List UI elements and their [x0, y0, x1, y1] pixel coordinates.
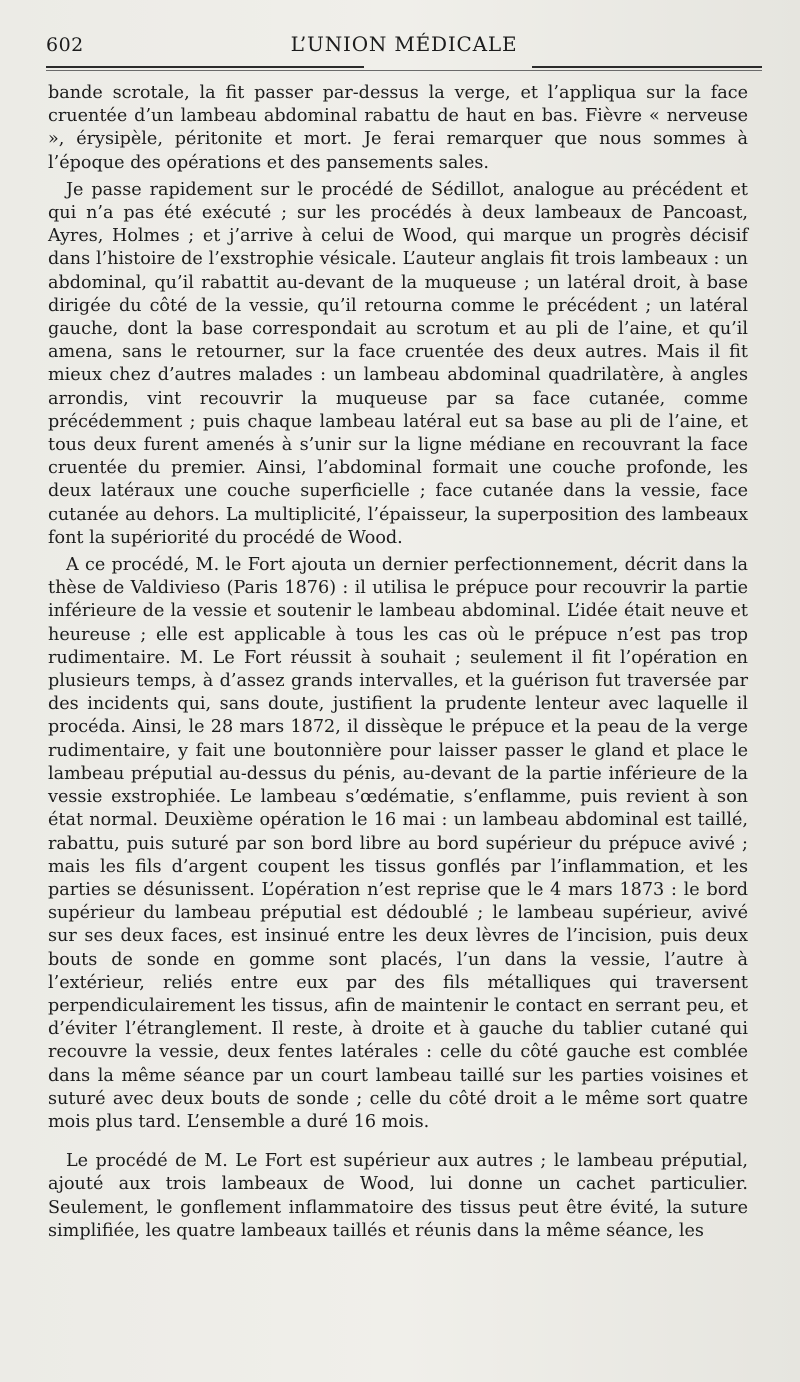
paragraph-wood-procedure: Je passe rapidement sur le procédé de Sédillot, analogue au précédent et qui n’a pas été exécuté ; sur les procédés à deux lambeaux de Pancoast, Ayres, Holmes ; et j’arrive à celui de Wood, qui marque un progrès décisif dans l’histoire de l’exstrophie vésicale. L’auteur anglais fit trois lambeaux : un abdominal, qu’il rabattit au-devant de la muqueuse ; un latéral droit, à base dirigée du côté de la vessie, qu’il retourna comme le précédent ; un latéral gauche, dont la base correspondait au scrotum et au pli de l’aine, et qu’il amena, sans le retourner, sur la face cruentée des deux autres. Mais il fit mieux chez d’autres malades : un lambeau abdominal quadrilatère, à angles arrondis, vint recouvrir la muqueuse par sa face cutanée, comme précédemment ; puis chaque lambeau latéral eut sa base au pli de l’aine, et tous deux furent amenés à s’unir sur la ligne médiane en recouvrant la face cruentée du premier. Ainsi, l’abdominal formait une couche profonde, les deux latéraux une couche superficielle ; face cutanée dans la vessie, face cutanée au dehors. La multiplicité, l’épaisseur, la superposition des lambeaux font la supériorité du procédé de Wood. — [48, 179, 748, 548]
page-header — [46, 30, 762, 62]
page-number: 602 — [46, 34, 84, 56]
paragraph-continuation: bande scrotale, la fit passer par-dessus la verge, et l’appliqua sur la face cruentée d’un lambeau abdominal rabattu de haut en bas. Fièvre « nerveuse », érysipèle, péritonite et mort. Je ferai remarquer que nous sommes à l’époque des opérations et des pansements sales. — [48, 83, 748, 173]
header-rule-right — [532, 66, 762, 68]
article-body — [48, 82, 748, 1243]
paragraph-le-fort-procedure: A ce procédé, M. le Fort ajouta un dernier perfectionnement, décrit dans la thèse de Valdivieso (Paris 1876) : il utilisa le prépuce pour recouvrir la partie inférieure de la vessie et soutenir le lambeau abdominal. L’idée était neuve et heureuse ; elle est applicable à tous les cas où le prépuce n’est pas trop rudimentaire. M. Le Fort réussit à souhait ; seulement il fit l’opération en plusieurs temps, à d’assez grands intervalles, et la guérison fut traversée par des incidents qui, sans doute, justifient la prudente lenteur avec laquelle il procéda. Ainsi, le 28 mars 1872, il dissèque le prépuce et la peau de la verge rudimentaire, y fait une boutonnière pour laisser passer le gland et place le lambeau préputial au-dessus du pénis, au-devant de la partie inférieure de la vessie exstrophiée. Le lambeau s’œdématie, s’enflamme, puis revient à son état normal. Deuxième opération le 16 mai : un lambeau abdominal est taillé, rabattu, puis suturé par son bord libre au bord supérieur du prépuce avivé ; mais les fils d’argent coupent les tissus gonflés par l’inflammation, et les parties se désunissent. L’opération n’est reprise que le 4 mars 1873 : le bord supérieur du lambeau préputial est dédoublé ; le lambeau supérieur, avivé sur ses deux faces, est insinué entre les deux lèvres de l’incision, puis deux bouts de sonde en gomme sont placés, l’un dans la vessie, l’autre à l’extérieur, reliés entre eux par des fils métalliques qui traversent perpendiculairement les tissus, afin de maintenir le contact en serrant peu, et d’éviter l’étranglement. Il reste, à droite et à gauche du tablier cutané qui recouvre la vessie, deux fentes latérales : celle du côté gauche est comblée dans la même séance par un court lambeau taillé sur les parties voisines et suturé avec deux bouts de sonde ; celle du côté droit a le même sort quatre mois plus tard. L’ensemble a duré 16 mois. — [48, 555, 748, 1132]
running-title: L’UNION MÉDICALE — [290, 32, 518, 56]
paragraph-conclusion: Le procédé de M. Le Fort est supérieur aux autres ; le lambeau préputial, ajouté aux trois lambeaux de Wood, lui donne un cachet particulier. Seulement, le gonflement inflammatoire des tissus peut être évité, la suture simplifiée, les quatre lambeaux taillés et réunis dans la même séance, les — [48, 1151, 748, 1241]
header-rule-left — [46, 66, 364, 68]
header-rule-underline — [46, 70, 762, 71]
